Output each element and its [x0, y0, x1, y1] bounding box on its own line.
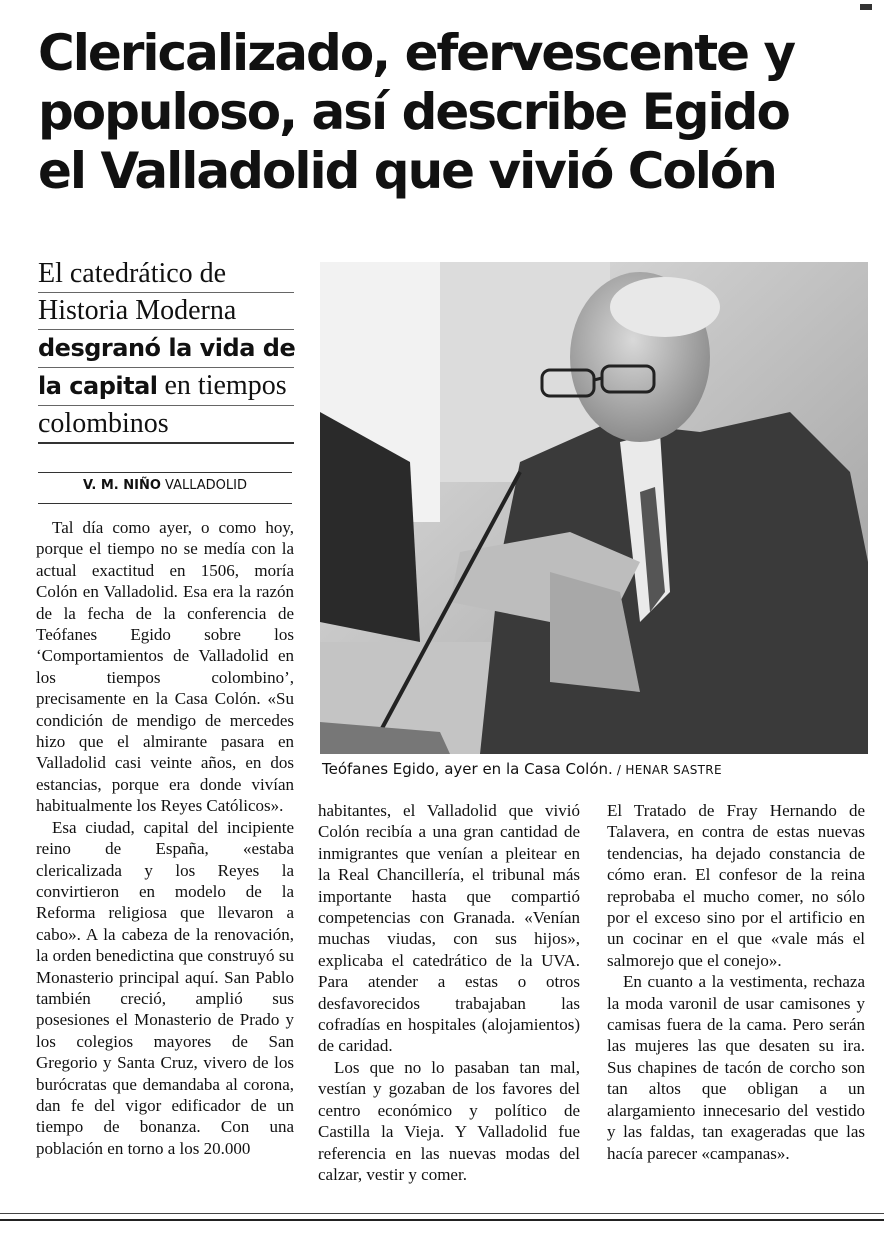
photo-caption [322, 760, 868, 778]
byline-location: VALLADOLID [165, 478, 247, 493]
subhead-line-1: El catedrático de [38, 256, 294, 293]
headline-line-2: populoso, así describe Egido [38, 83, 789, 141]
headline-line-1: Clericalizado, efervescente y [38, 24, 795, 82]
subhead-line-4 [38, 368, 294, 406]
byline-bottom-rule [38, 503, 292, 504]
bottom-rule [0, 1213, 884, 1214]
headline [38, 24, 828, 201]
byline-author: V. M. NIÑO [82, 478, 161, 493]
paragraph: El Tratado de Fray Hernando de Talavera, en contra de estas nuevas tendencias, ha dejado constancia de cómo eran. El confesor de la reina reprobaba el mucho comer, no sólo por el exceso sino por el artificio en un cocinar en el que «vale más el salmorejo que el conejo». [607, 801, 865, 970]
paragraph: En cuanto a la vestimenta, rechaza la moda varonil de usar camisones y camisas fuera de la cama. Pero serán las mujeres las que desaten su ira. Sus chapines de tacón de corcho son tan altos que obligan a un alargamiento innecesario del vestido y las faldas, tan exageradas que las hacía parecer «campanas». [607, 972, 865, 1163]
speaker-photo-illustration [320, 262, 868, 754]
headline-line-3: el Valladolid que vivió Colón [38, 142, 776, 200]
paragraph: Esa ciudad, capital del incipiente reino de España, «estaba clericalizada y los Reyes la convirtieron en modelo de la Reforma religiosa que llevaron a cabo». A la cabeza de la renovación, la orden benedictina que construyó su Monasterio principal aquí. San Pablo también creció, amplió sus posesiones el Monasterio de Prado y los colegios mayores de San Gregorio y Santa Cruz, vivero de los burócratas que demandaba al corona, dan fe del vigor edificador de un tiempo de bonanza. Con una población en torno a los 20.000 [36, 817, 294, 1158]
paragraph: Tal día como ayer, o como hoy, porque el tiempo no se medía con la actual exactitud en 1506, moría Colón en Valladolid. Esa era la razón de la fecha de la conferencia de Teófanes Egido sobre los ‘Comportamientos de Valladolid en los tiempos colombino’, precisamente en la Casa Colón. «Su condición de mendigo de mercedes hizo que el almirante pasara en Valladolid casi veinte años, en dos estancias, porque era donde vivían habitualmente los Reyes Católicos». [36, 518, 294, 816]
body-column-1 [36, 517, 294, 1159]
bottom-rule-thick [0, 1219, 884, 1221]
photo-credit: / HENAR SASTRE [612, 763, 722, 777]
paragraph: habitantes, el Valladolid que vivió Colón recibía a una gran cantidad de inmigrantes que venían a pleitear en la Real Chancillería, el tribunal más importante hasta que compartió competencias con Granada. «Venían muchas viudas, con sus hijos», explicaba el catedrático de la UVA. Para atender a estas o otros desfavorecidos trabajaban las cofradías en hospitales (alojamientos) de caridad. [318, 801, 580, 1056]
body-column-2 [318, 800, 580, 1185]
scan-mark [860, 4, 872, 10]
byline [38, 478, 292, 493]
subhead-line-5: colombinos [38, 406, 294, 444]
article-photo [320, 262, 868, 754]
caption-text: Teófanes Egido, ayer en la Casa Colón. [322, 760, 613, 778]
byline-top-rule [38, 472, 292, 473]
subhead-bold-1: desgranó la vida de [38, 334, 296, 362]
subhead-line-3 [38, 330, 294, 368]
subhead-line-2: Historia Moderna [38, 293, 294, 330]
paragraph: Los que no lo pasaban tan mal, vestían y gozaban de los favores del centro económico y político de Castilla la Vieja. Y Valladolid fue referencia en las nuevas modas del calzar, vestir y comer. [318, 1057, 580, 1184]
body-column-3 [607, 800, 865, 1164]
subhead-bold-2: la capital [38, 372, 158, 400]
subheadline [38, 256, 294, 444]
subhead-line-4-rest: en tiempos [157, 370, 287, 401]
